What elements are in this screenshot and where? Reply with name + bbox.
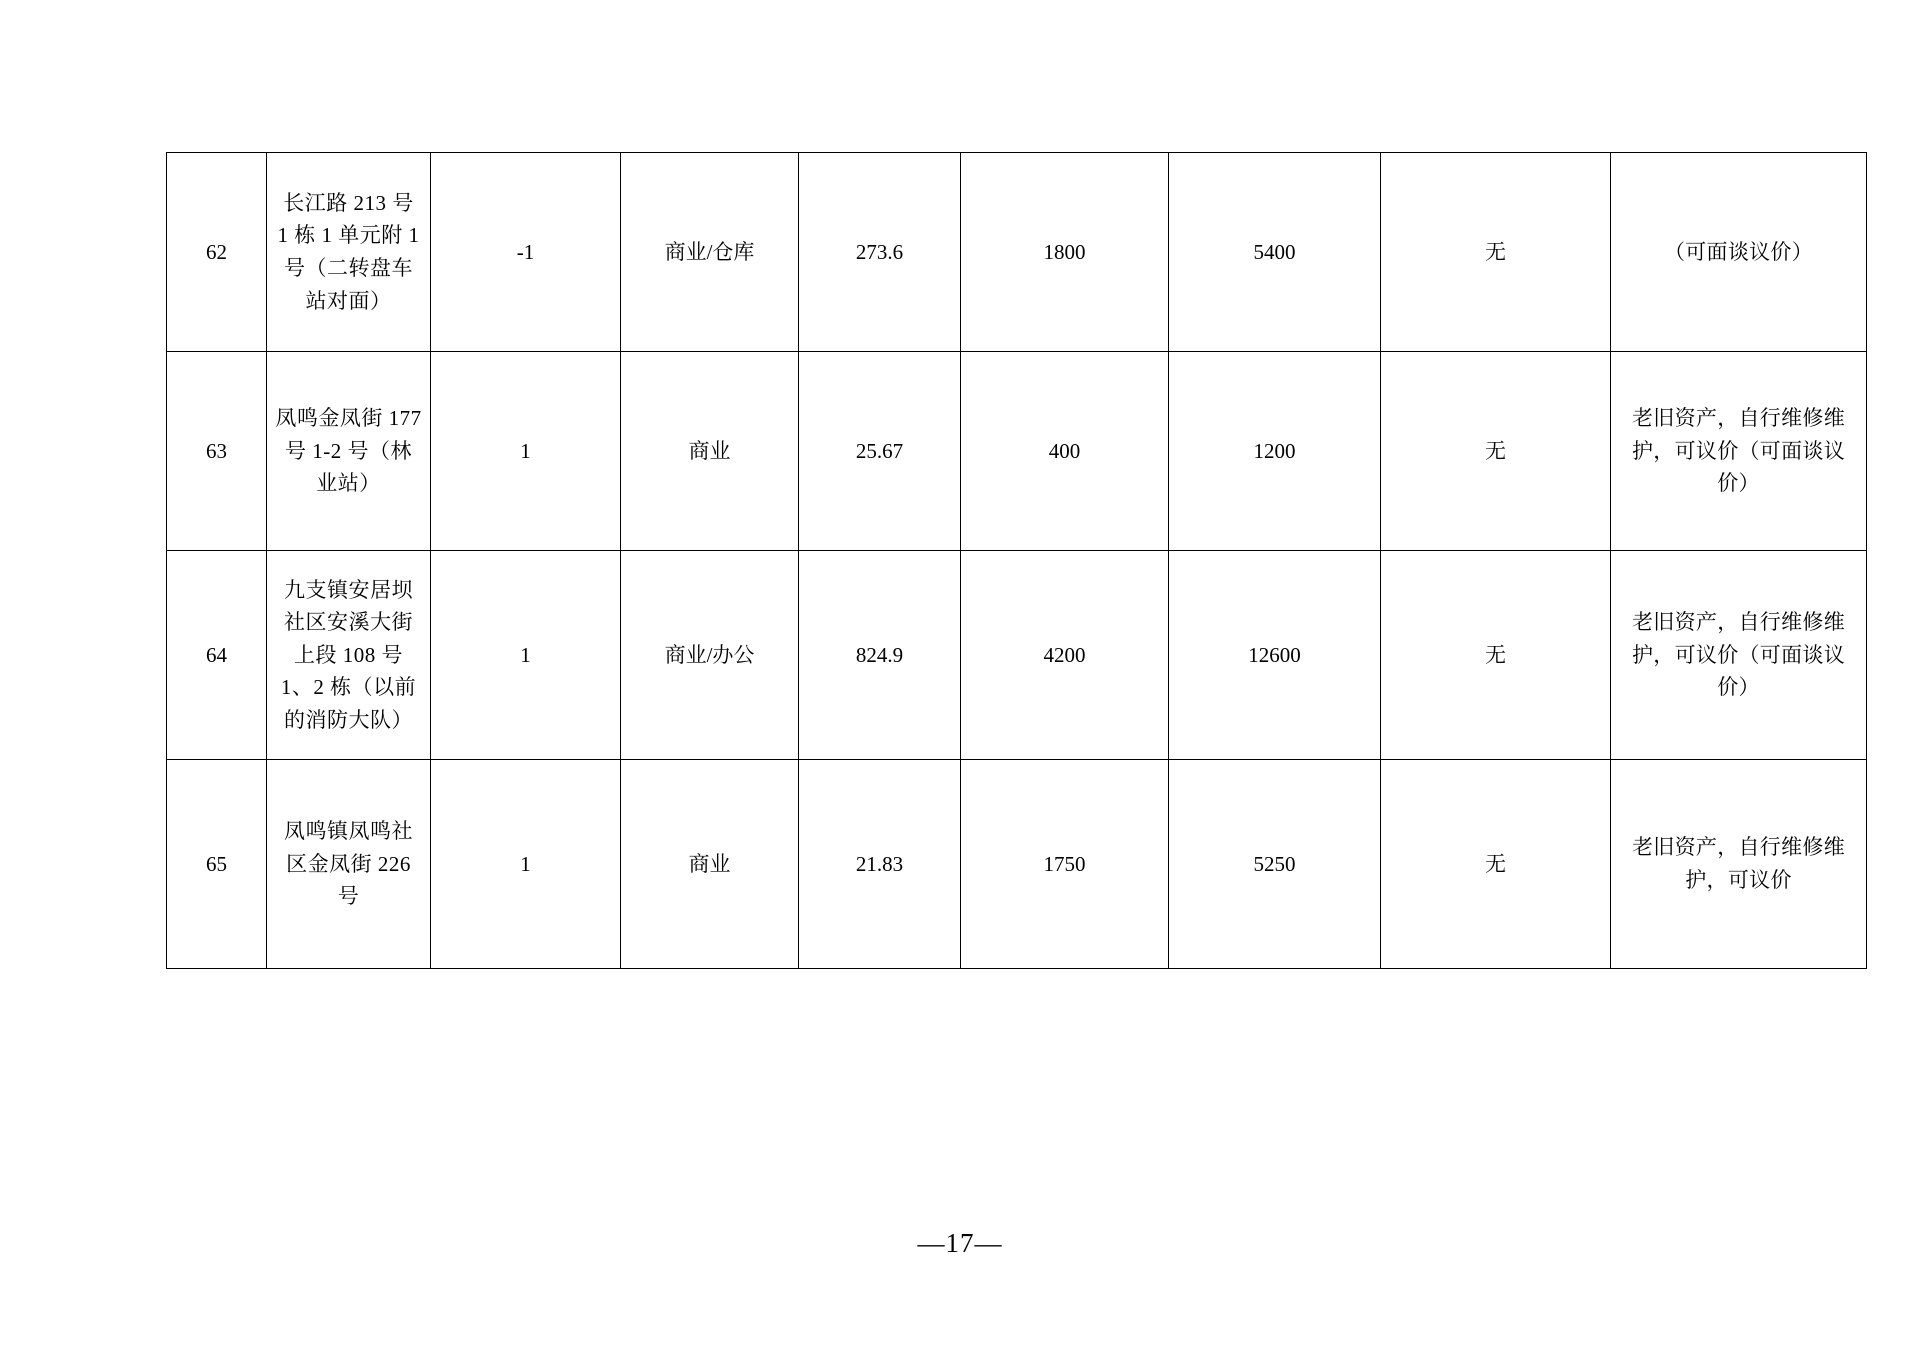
- row-index: 63: [167, 352, 267, 551]
- row-price-quarter: 12600: [1169, 551, 1381, 760]
- row-facility: 无: [1381, 352, 1611, 551]
- row-facility: 无: [1381, 153, 1611, 352]
- row-note: 老旧资产，自行维修维护，可议价（可面谈议价）: [1611, 352, 1867, 551]
- row-price-month: 1750: [961, 760, 1169, 969]
- table-row: [167, 153, 1867, 352]
- row-floor: 1: [431, 551, 621, 760]
- table-row: [167, 551, 1867, 760]
- row-note: 老旧资产，自行维修维护，可议价: [1611, 760, 1867, 969]
- row-area: 824.9: [799, 551, 961, 760]
- row-note: （可面谈议价）: [1611, 153, 1867, 352]
- row-facility: 无: [1381, 760, 1611, 969]
- row-address: 长江路 213 号 1 栋 1 单元附 1 号（二转盘车站对面）: [267, 153, 431, 352]
- row-floor: -1: [431, 153, 621, 352]
- row-price-month: 1800: [961, 153, 1169, 352]
- row-price-quarter: 5400: [1169, 153, 1381, 352]
- asset-table: [166, 152, 1867, 969]
- row-area: 21.83: [799, 760, 961, 969]
- row-address: 凤鸣金凤街 177 号 1-2 号（林业站）: [267, 352, 431, 551]
- table-row: [167, 352, 1867, 551]
- row-floor: 1: [431, 352, 621, 551]
- row-price-quarter: 1200: [1169, 352, 1381, 551]
- row-address: 凤鸣镇凤鸣社区金凤街 226 号: [267, 760, 431, 969]
- row-floor: 1: [431, 760, 621, 969]
- row-index: 65: [167, 760, 267, 969]
- row-area: 25.67: [799, 352, 961, 551]
- row-usage: 商业: [621, 352, 799, 551]
- asset-table-container: [166, 152, 1845, 969]
- row-index: 62: [167, 153, 267, 352]
- row-usage: 商业/仓库: [621, 153, 799, 352]
- row-facility: 无: [1381, 551, 1611, 760]
- row-price-month: 400: [961, 352, 1169, 551]
- row-area: 273.6: [799, 153, 961, 352]
- row-note: 老旧资产，自行维修维护，可议价（可面谈议价）: [1611, 551, 1867, 760]
- row-address: 九支镇安居坝社区安溪大街上段 108 号 1、2 栋（以前的消防大队）: [267, 551, 431, 760]
- row-price-month: 4200: [961, 551, 1169, 760]
- row-price-quarter: 5250: [1169, 760, 1381, 969]
- row-usage: 商业: [621, 760, 799, 969]
- table-row: [167, 760, 1867, 969]
- page-number: —17—: [917, 1228, 1003, 1258]
- row-index: 64: [167, 551, 267, 760]
- row-usage: 商业/办公: [621, 551, 799, 760]
